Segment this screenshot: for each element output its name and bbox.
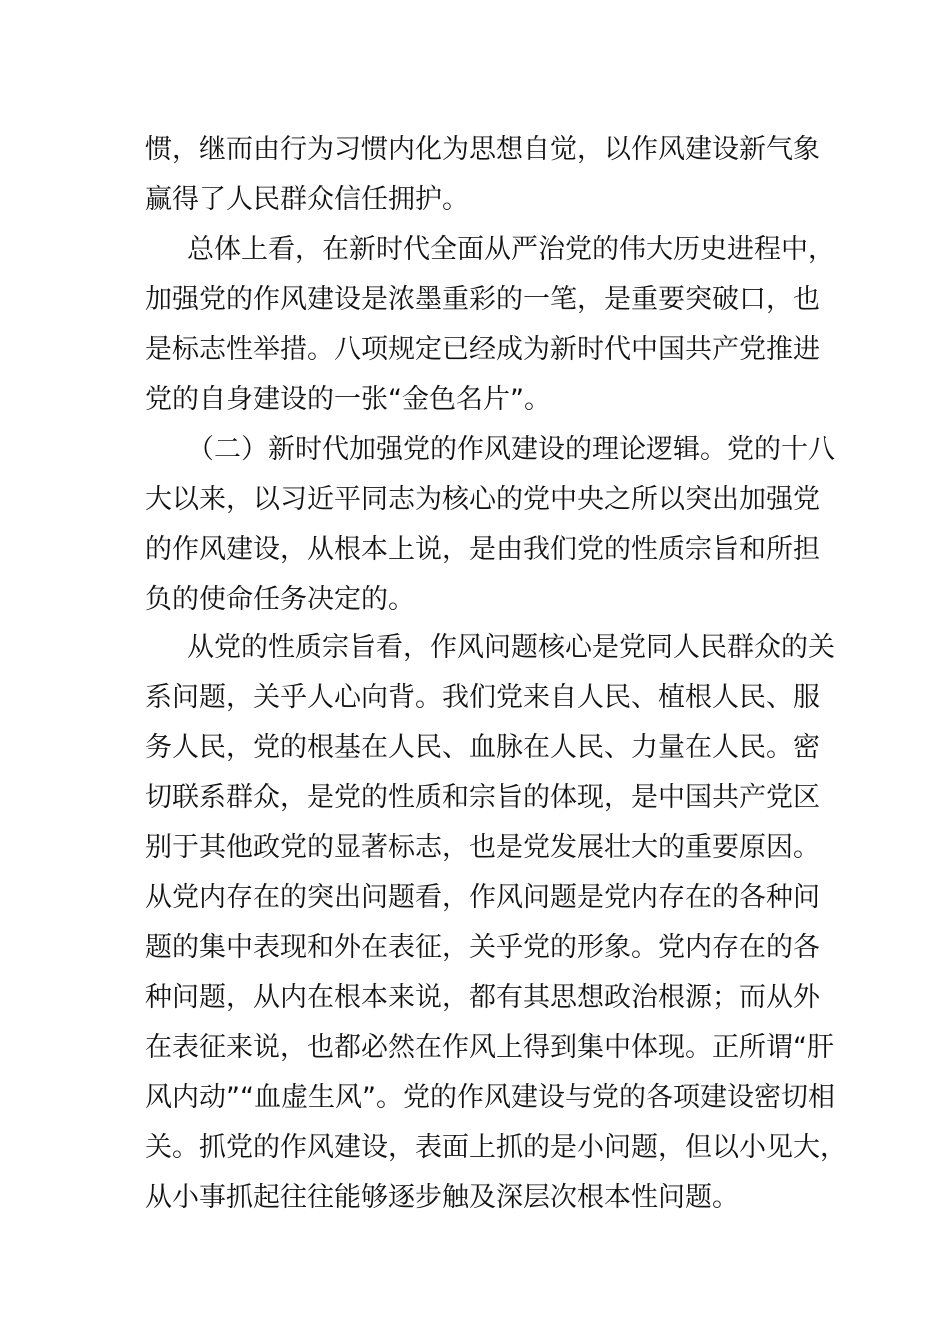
text-line: 种问题，从内在根本来说，都有其思想政治根源；而从外 (145, 982, 820, 1013)
section-heading-line: （二）新时代加强党的作风建设的理论逻辑。党的十八 (187, 434, 835, 465)
text-line: 务人民，党的根基在人民、血脉在人民、力量在人民。密 (145, 732, 820, 763)
paragraph-start-line: 从党的性质宗旨看，作风问题核心是党同人民群众的关 (187, 632, 835, 663)
text-line: 别于其他政党的显著标志，也是党发展壮大的重要原因。 (145, 832, 820, 863)
text-line: 负的使命任务决定的。 (145, 584, 415, 615)
text-line: 关。抓党的作风建设，表面上抓的是小问题，但以小见大， (145, 1132, 847, 1163)
text-line: 风内动”“血虚生风”。党的作风建设与党的各项建设密切相 (145, 1082, 835, 1113)
text-line: 从党内存在的突出问题看，作风问题是党内存在的各种问 (145, 882, 820, 913)
text-line: 党的自身建设的一张“金色名片”。 (145, 384, 551, 415)
text-line: 赢得了人民群众信任拥护。 (145, 184, 469, 215)
text-line: 题的集中表现和外在表征，关乎党的形象。党内存在的各 (145, 932, 820, 963)
text-line: 切联系群众，是党的性质和宗旨的体现，是中国共产党区 (145, 782, 820, 813)
text-line: 惯，继而由行为习惯内化为思想自觉，以作风建设新气象 (145, 134, 820, 165)
text-line: 大以来，以习近平同志为核心的党中央之所以突出加强党 (145, 484, 820, 515)
text-line: 从小事抓起往往能够逐步触及深层次根本性问题。 (145, 1182, 739, 1213)
text-line: 系问题，关乎人心向背。我们党来自人民、植根人民、服 (145, 682, 820, 713)
text-line: 的作风建设，从根本上说，是由我们党的性质宗旨和所担 (145, 534, 820, 565)
text-line: 是标志性举措。八项规定已经成为新时代中国共产党推进 (145, 334, 820, 365)
paragraph-start-line: 总体上看，在新时代全面从严治党的伟大历史进程中， (187, 234, 835, 265)
text-line: 在表征来说，也都必然在作风上得到集中体现。正所谓“肝 (145, 1032, 834, 1063)
text-line: 加强党的作风建设是浓墨重彩的一笔，是重要突破口，也 (145, 284, 820, 315)
